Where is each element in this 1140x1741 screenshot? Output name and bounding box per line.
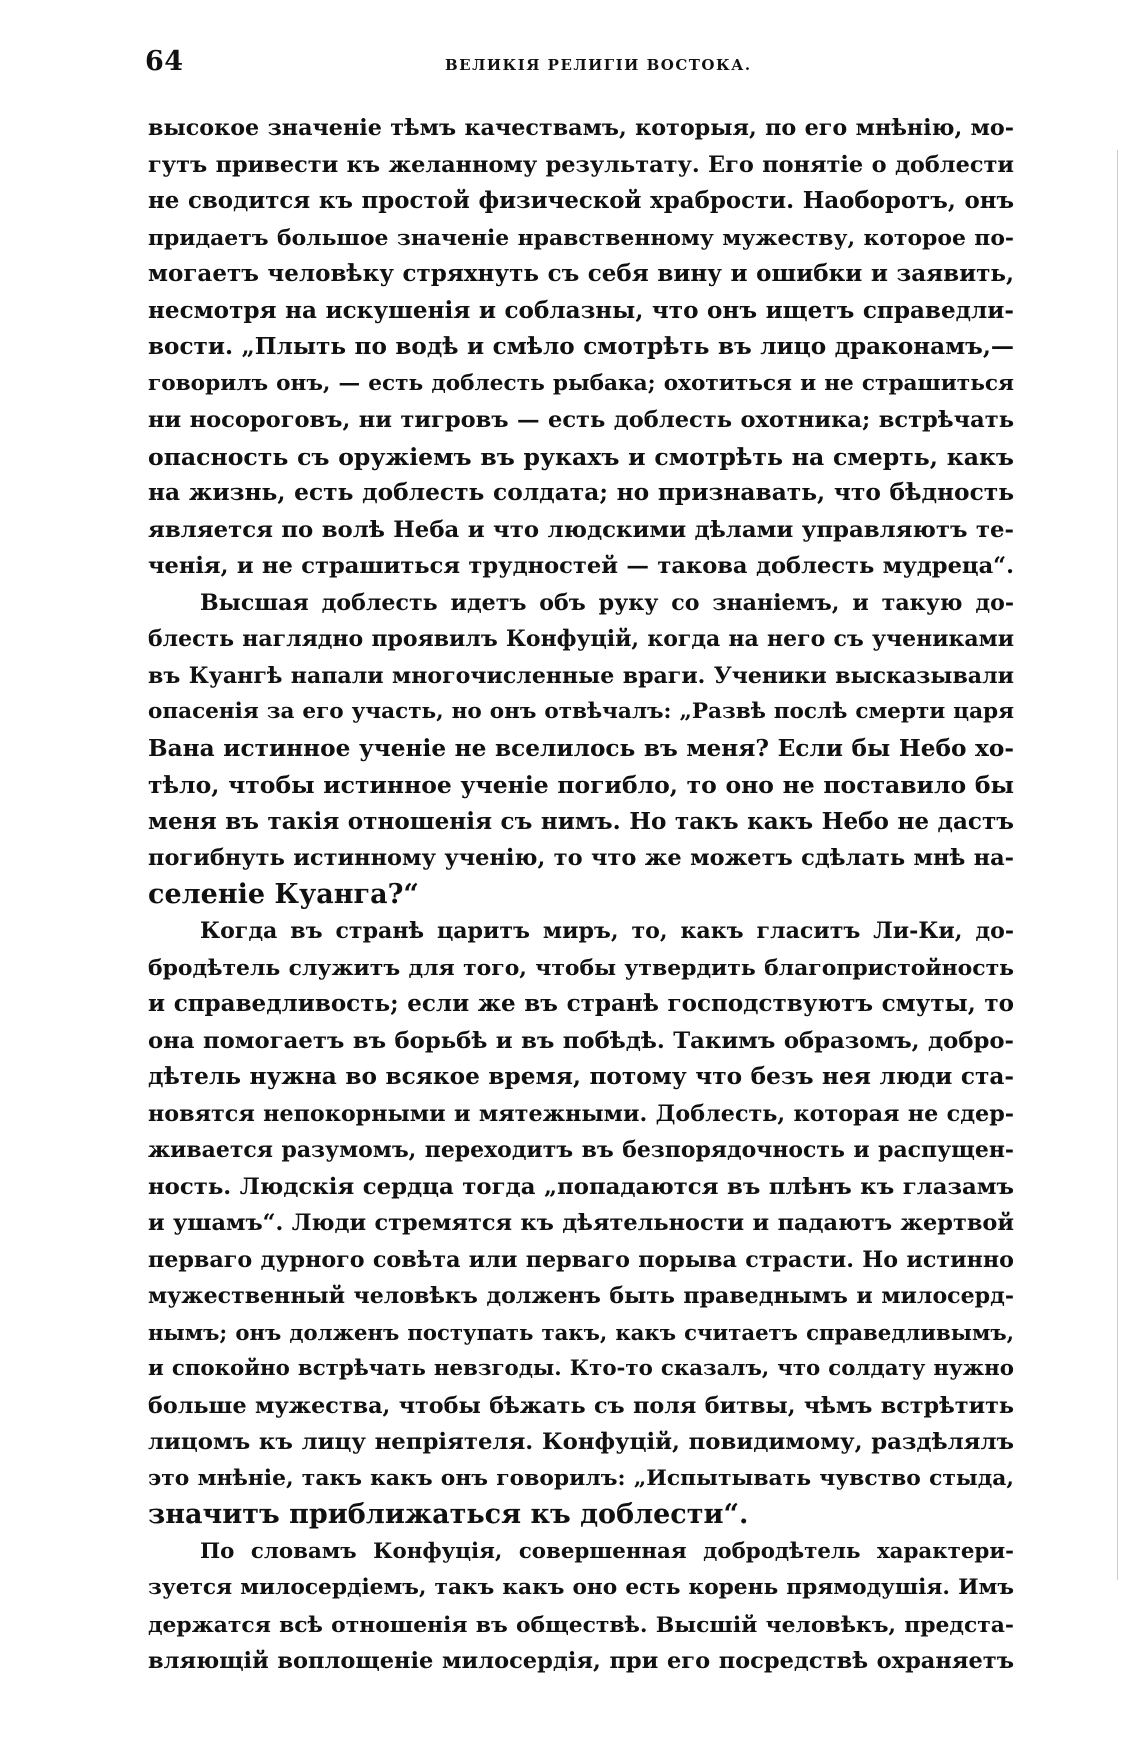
- text-line: держатся всѣ отношенія въ обществѣ. Высшій человѣкъ, предста-: [148, 1611, 1014, 1638]
- text-line: она помогаетъ въ борьбѣ и въ побѣдѣ. Такимъ образомъ, добро-: [148, 1027, 1014, 1054]
- text-line: селеніе Куанга?“: [148, 878, 419, 910]
- text-line: мужественный человѣкъ долженъ быть праведнымъ и милосерд-: [148, 1283, 1014, 1309]
- page-header: [145, 46, 1015, 86]
- text-line: высокое значеніе тѣмъ качествамъ, которыя, по его мнѣнію, мо-: [148, 115, 1014, 141]
- text-line: ность. Людскія сердца тогда „попадаются въ плѣнъ къ глазамъ: [148, 1173, 1014, 1200]
- text-line: могаетъ человѣку стряхнуть съ себя вину и ошибки и заявить,: [148, 260, 1014, 287]
- text-line: больше мужества, чтобы бѣжать съ поля битвы, чѣмъ встрѣтить: [148, 1392, 1014, 1419]
- text-line: и справедливость; если же въ странѣ господствуютъ смуты, то: [148, 990, 1014, 1017]
- text-line: Вана истинное ученіе не вселилось въ меня? Если бы Небо хо-: [148, 734, 1014, 762]
- text-line: нымъ; онъ долженъ поступать такъ, какъ считаетъ справедливымъ,: [148, 1319, 1014, 1345]
- text-line: лицомъ къ лицу непріятеля. Конфуцій, повидимому, раздѣлялъ: [148, 1429, 1014, 1455]
- text-line: опасенія за его участь, но онъ отвѣчалъ: „Развѣ послѣ смерти царя: [148, 699, 1014, 724]
- body-text: [148, 110, 1014, 1680]
- text-line: погибнуть истинному ученію, то что же можетъ сдѣлать мнѣ на-: [148, 845, 1014, 871]
- text-line: бродѣтель служитъ для того, чтобы утвердить благопристойность: [148, 954, 1014, 981]
- page-number: 64: [145, 46, 184, 77]
- text-line: блесть наглядно проявилъ Конфуцій, когда на него съ учениками: [148, 626, 1014, 652]
- text-line: ни носороговъ, ни тигровъ — есть доблесть охотника; встрѣчать: [148, 407, 1014, 433]
- text-line: является по волѣ Неба и что людскими дѣлами управляютъ те-: [148, 516, 1014, 543]
- text-line: вости. „Плыть по водѣ и смѣло смотрѣть въ лицо драконамъ,—: [148, 333, 1014, 360]
- text-line: это мнѣніе, такъ какъ онъ говорилъ: „Испытывать чувство стыда,: [148, 1465, 1014, 1491]
- text-line: придаетъ большое значеніе нравственному мужеству, которое по-: [148, 224, 1014, 251]
- text-line: Когда въ странѣ царитъ миръ, то, какъ гласитъ Ли-Ки, до-: [200, 918, 1014, 944]
- text-line: и спокойно встрѣчать невзгоды. Кто-то сказалъ, что солдату нужно: [148, 1356, 1014, 1381]
- margin-line: [1117, 150, 1118, 1580]
- text-line: новятся непокорными и мятежными. Доблесть, которая не сдер-: [148, 1100, 1014, 1127]
- text-line: гутъ привести къ желанному результату. Его понятіе о доблести: [148, 151, 1014, 178]
- text-line: на жизнь, есть доблесть солдата; но признавать, что бѣдность: [148, 479, 1014, 506]
- text-line: несмотря на искушенія и соблазны, что онъ ищетъ справедли-: [148, 296, 1014, 324]
- text-line: значитъ приближаться къ доблести“.: [148, 1499, 749, 1530]
- text-line: ченія, и не страшиться трудностей — такова доблесть мудреца“.: [148, 553, 1014, 579]
- text-line: говорилъ онъ, — есть доблесть рыбака; охотиться и не страшиться: [148, 370, 1014, 396]
- text-line: опасность съ оружіемъ въ рукахъ и смотрѣть на смерть, какъ: [148, 442, 1014, 471]
- text-line: перваго дурного совѣта или перваго порыва страсти. Но истинно: [148, 1246, 1014, 1273]
- text-line: живается разумомъ, переходитъ въ безпорядочность и распущен-: [148, 1137, 1014, 1163]
- text-line: зуется милосердіемъ, такъ какъ оно есть корень прямодушія. Имъ: [148, 1575, 1014, 1600]
- running-title: ВЕЛИКІЯ РЕЛИГІИ ВОСТОКА.: [445, 56, 752, 74]
- text-line: меня въ такія отношенія съ нимъ. Но такъ какъ Небо не дастъ: [148, 807, 1014, 835]
- text-line: тѣло, чтобы истинное ученіе погибло, то оно не поставило бы: [148, 771, 1014, 799]
- text-line: не сводится къ простой физической храбрости. Наоборотъ, онъ: [148, 188, 1014, 214]
- text-line: вляющій воплощеніе милосердія, при его посредствѣ охраняетъ: [148, 1648, 1014, 1674]
- text-line: въ Куангѣ напали многочисленные враги. Ученики высказывали: [148, 662, 1014, 689]
- text-line: дѣтель нужна во всякое время, потому что безъ нея люди ста-: [148, 1063, 1014, 1090]
- text-line: и ушамъ“. Люди стремятся къ дѣятельности и падаютъ жертвой: [148, 1210, 1014, 1236]
- text-line: По словамъ Конфуція, совершенная добродѣтель характери-: [200, 1538, 1014, 1564]
- text-line: Высшая доблесть идетъ объ руку со знаніемъ, и такую до-: [200, 589, 1014, 616]
